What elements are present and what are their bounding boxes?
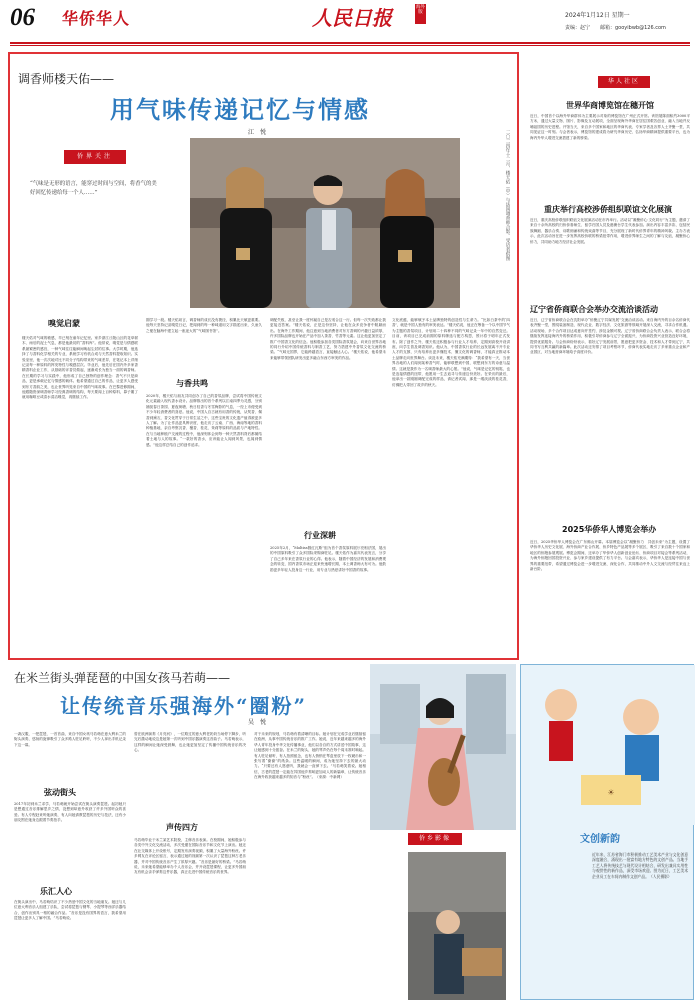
right-article-text: 近日，辽宁省侨商联合会在沈阳举办“侨聚辽宁共谋发展”交流洽谈活动。来自海内外的百余名侨商代表齐聚一堂，围绕装备制造、现代农业、数字经济、文化旅游等领域开展深入交流，寻求合作机遇。活动现场，多个合作项目达成意向并签约，涉及金额可观。辽宁省侨商联合会负责人表示，联合会将继续发挥连接海内外的桥梁作用，积极引导侨商参与辽宁全面振兴，为侨商投资兴业营造良好环境，提供优质服务。与会侨商纷纷表示，看好辽宁发展前景，愿意把更多资金、技术和人才带到辽宁，共同书写互利共赢的新篇章。此次活动还安排了项目考察环节，侨商代表实地走访了多家重点企业和产业园区，对当地营商环境给予高度评价。 bbox=[530, 318, 690, 355]
bottom-photo bbox=[370, 664, 516, 830]
community-tag: 华人社区 bbox=[598, 76, 650, 88]
right-article-text: 近日，重庆高校侨联组织联谊文化展演活动在市内举行。活动以“凝聚侨心·文化同行”为主题，邀请了来自十余所高校的归侨侨眷师生、留学归国人员及港澳台学生代表参加。演出内容丰富多彩，包括民族舞蹈、器乐合奏、诗歌朗诵和传统戏曲等节目，充分展现了新时代侨界青年的精神风貌。主办方表示，此次活动旨在进一步发挥高校侨联的桥梁纽带作用，增进侨界师生之间的了解与友谊，凝聚侨心侨力，共同助力地方经济社会发展。 bbox=[530, 218, 690, 244]
bottom-kicker: 在米兰街头弹琵琶的中国女孩马若萌—— bbox=[14, 671, 231, 685]
bottom-article-text: 在街头演出中，马若萌结识了不少热爱中国文化的当地朋友。她还与几位意大利音乐人组建了乐队，尝试将琵琶与钢琴、小提琴等西洋乐器结合，创作出别具一格的融合作品。“音乐是没有国界的语言，我希望用琵琶让更多人了解中国。”马若萌说。 bbox=[14, 900, 126, 921]
bottom-section-heading: 乐汇人心 bbox=[40, 887, 72, 896]
article-text: 2020年，楼天佑与朋友共同创办了自己的香氛品牌，尝试将中国传统文化元素融入现代香水设计。品牌推出的首个系列以江南四季为灵感，分别捕捉春日茶园、夏夜荷塘、秋日桂香与冬雪梅影的气息，一经上市便受到不少年轻消费者的喜爱。他说，中国人自古就有用香的传统，从焚香、佩香到熏衣，香文化贯穿于日常生活之中，这些宝贵的文化遗产值得被更多人了解。为了让作品更具辨识度，他走访了云南、广西、海南等地的香料种植基地，亲自考察沉香、檀香、桂花、茉莉等原料的品质与产地特性。在与当地种植户交流的过程中，他深刻体会到每一种天然香料背后都凝结着土地与人的故事。“一款好的香水，应该能让人闻到风景，也闻到情感。”他这样总结自己的创作追求。 bbox=[146, 394, 262, 447]
right-article-text: 近日，中国首个以海外华商群体为主要展示对象的博览馆在广州正式开馆。该馆展陈面积约3000平方米，通过大量文物、图片、影像及互动展项，全面呈现海外华商在居住国艰苦创业、融入当地并反哺祖国的历史进程。开馆当天，来自多个国家和地区的华商代表、专家学者及各界人士齐聚一堂，共同见证这一时刻。与会者表示，博览馆的建成将为研究华商历史、弘扬华商精神提供重要平台，也为海内外华人增进交流搭建了新的桥梁。 bbox=[530, 114, 690, 140]
article-text: 2025年2月，“Moltiss圆红瓦斯”组为首个香氛原料展厅亮相法国，展出的中国原料吸引了众多国际采购商驻足。楼天佑作为嘉宾代表发言，分享了自己多年来在香氛行业的心得。他表示，随着中国经济的发展和消费观念的转变，国内香氛市场正迎来快速增长期，本土调香师大有可为。他鼓励更多年轻人投身这一行业，用专业与热爱讲好中国香的故事。 bbox=[270, 546, 386, 572]
bottom-byline: 吴 悦 bbox=[248, 719, 267, 726]
bottom-article-text: 一袭汉服，一把琵琶，一首首曲，来自中国女孩马若萌在意大利米兰的街头演奏，悠扬的旋律吸引了众多路人驻足聆听，不少人拿出手机记录下这一幕。 bbox=[14, 732, 126, 747]
newspaper-logo: 人民日报 bbox=[312, 6, 392, 30]
right-article-title: 重庆举行高校涉侨组织联谊文化展演 bbox=[544, 205, 672, 214]
bottom-section-heading: 声传四方 bbox=[166, 823, 198, 832]
bottom-article-text: 曾在欧洲演奏《月亮河》，一位路过的意大利老奶奶当场停下脚步，听完后激动地说这是她第一次听到中国乐器演奏这首曲子。马若萌表示，这样的瞬间让她深受鼓舞，也让她更加坚定了传播中国传统音乐的决心。 bbox=[134, 732, 246, 753]
bottom-article-text: 对于未来的规划，马若萌有着清晰的目标。她计划在完成学业后继续留在欧洲，从事中国传统音乐的推广工作。她说，近年来越来越多的海外华人青年投身中华文化传播事业，他们以各自的方式讲述中国故事，这让她感到十分振奋。在米兰的街头，她的琴声仍在每个周末准时响起。有人驻足倾听，有人拍照留念，也有人悄悄在琴盒里放下一枚硬币和一张写着“谢谢”的纸条。这些温暖的瞬间，成为她坚持下去的最大动力。“只要还有人愿意听，我就会一直弹下去。”马若萌笑着说。她相信，古老的琵琶一定能在异国他乡奏响更加动人的新篇章，让传统音乐在海外收获越来越多的知音与“粉丝”。（来源：中新网） bbox=[254, 732, 366, 780]
article-text: 文化底蕴，能够赋予本土品牌独特的创造性与生命力。“比如白茶中的‘四香’，就是中国人独有的审美表达。”楼天佑说，他正在筹备一个以中国节气为主题的香氛项目，计划用二十四种不同的气味记录一年中的自然变迁。目前，该项目已完成前期的原料筛选与配方构思，预计将于明年正式发布。除了创作之外，楼天佑还积极参与行业人才培养，定期到高校开设讲座，向学生普及调香知识。他认为，中国香氛行业的长远发展离不开专业人才的支撑，只有培养出更多懂技术、懂文化的调香师，才能真正推动本土品牌走向世界舞台。谈及未来，楼天佑充满期待：“我希望有一天，当世界各地的人们闻到某种香气时，能够联想到中国，联想到东方的诗意与温情。这就是我作为一名调香师最大的心愿。”他说，气味是记忆的钥匙，也是连接情感的纽带，他愿用一生去追寻与传递这份美好。在采访的最后，他拿出一款刚刚调配完成的样品，请记者试闻，那是一缕淡淡的桂花香，仿佛把人带回了故乡的秋天。 bbox=[392, 318, 510, 387]
main-kicker: 调香师楼天佑—— bbox=[18, 72, 115, 86]
right-article-text: 近日，2025华侨华人博览会在广东佛山开幕。本届博览会以“凝聚侨力 共创未来”为主题，设置了华侨华人历史文化展、海外侨商产业合作展、侨乡特色产品展等多个展区，吸引了来自数十个国家和地区的侨胞参展观展。博览会期间，还举办了华侨华人创新创业论坛、侨商项目对接会等系列活动，为海外侨胞回国投资兴业、参与家乡建设提供了有力平台。与会嘉宾表示，华侨华人是连接中国与世界的重要纽带，希望通过博览会进一步增进交流、深化合作，共同推动中外人文交流与经贸往来迈上新台阶。 bbox=[530, 540, 690, 572]
bottom-article-text: 2017年初到米兰求学，马若萌就开始尝试在街头演奏琵琶。起初她只是想通过音乐排解思乡之情，没想到却意外收获了许多外国听众的喜爱。有人专程赶来听她演奏，有人向她请教琵琶的历史与技法，还有小朋友围在她身边跟着节奏拍手。 bbox=[14, 802, 126, 823]
page-header bbox=[0, 0, 698, 48]
bottom-section-heading: 弦动街头 bbox=[44, 788, 76, 797]
craft-workshop-illustration bbox=[408, 852, 506, 1000]
section-heading: 与香共鸣 bbox=[176, 379, 208, 388]
svg-text:☀: ☀ bbox=[607, 788, 615, 797]
pull-quote: “气味是无形的语言，能穿过时间与空间，将香气的美好回忆传递给每一个人……” bbox=[30, 181, 157, 196]
issue-date: 2024年1月12日 星期一 bbox=[565, 12, 630, 19]
cartoon-illustration bbox=[521, 665, 695, 825]
hometown-photo-tag: 侨乡影像 bbox=[408, 833, 462, 845]
article-text: 调配失败，甚至让我一度怀疑自己是否适合这一行。但每一次失败都让我更接近答案。”楼天佑说，正是这份坚持，让他在众多竞争者中脱颖而出。在海外工作期间，他注意到当地消费者对东方香调的兴趣日益浓厚，许多国际品牌也开始在产品中加入茶香、竹香等元素。这让他更加坚定了推广中国香文化的信念。他积极参加各类国际香氛展会，向来自世界各地的同行介绍中国传统香料与制香工艺，努力搭建中外香氛文化交流的桥梁。“气味无国界，它能跨越语言，直接触达人心。”楼天佑说，他希望未来能够带领团队研发出更多融合东西方审美的作品。 bbox=[270, 318, 386, 360]
pipa-player-illustration bbox=[370, 664, 516, 830]
page-number: 06 bbox=[10, 4, 35, 31]
column-name: 华侨华人 bbox=[62, 9, 131, 28]
photo-caption-text: 近年来，江苏省海门市积极推动工艺美术产业与文化创意深度融合，涌现出一批富有地方特色的文创产品。当地手工艺人将传统技艺与现代设计相结合，研发出兼具实用性与观赏性的新作品，深受市场欢迎。图为近日，工艺美术企业员工在车间内制作文创产品。（人民摄影） bbox=[592, 852, 688, 879]
photo-illustration bbox=[190, 138, 460, 308]
section-heading: 嗅觉启蒙 bbox=[48, 319, 80, 328]
bottom-headline: 让传统音乐强海外“圈粉” bbox=[60, 694, 308, 718]
right-article-title: 世界华商博览馆在穗开馆 bbox=[566, 101, 654, 110]
photo-caption: 二〇二四年十二月，楼天佑（中）与法国调香师合影。受访者供图 bbox=[505, 130, 510, 261]
hometown-photo bbox=[408, 852, 506, 1000]
section-heading: 行业深耕 bbox=[304, 531, 336, 540]
logo-badge: 海外版 bbox=[415, 4, 426, 24]
header-rule bbox=[10, 42, 690, 44]
bottom-article-text: 马若萌毕业于米兰某艺术院校，主修音乐表演。在校期间，她积极参与各类中外文化交流活动，多次受邀在国际音乐节和文化节上演出。她还在社交媒体上开设账号，定期发布演奏视频，积累了大量海外粉丝。许多网友在评论区留言，表示通过她的视频第一次认识了琵琶这种古老乐器，并对中国传统音乐产生了浓厚兴趣。“音乐是最好的桥梁。”马若萌说，未来她希望能够举办个人音乐会，并开设琵琶课程，让更多外国朋友有机会亲手弹奏这件乐器，真正走进中国传统音乐的世界。 bbox=[134, 838, 246, 875]
main-photo bbox=[190, 138, 460, 308]
main-byline: 江 悦 bbox=[248, 129, 267, 136]
article-text: 楼天佑对气味的敏感，早已刻在童年记忆里。家乡浙江丘陵山区的花草树木、雨后的泥土气息，都是他最初的“香料库”。他常说，嗅觉是与情感联系最紧密的感官，一种气味往往能瞬间唤起尘封的往事。大学时期，他选择了与香料化学相关的专业，系统学习有机合成与天然香料提取知识。实验室里，他一次次地对比不同分子结构带来的气味差异，在笔记本上详细记录每一种原料的挥发特性与嗅感层次。毕业后，他先后在国内外多家香精香料企业工作，从基础的评香员做起，逐渐成长为独当一面的调香师。在长期的学习与实践中，他形成了自己独特的创作理念：香气不只是商品，更是承载记忆与情感的载体。他希望通过自己的作品，让更多人感受到东方香韵之美，也让世界听见来自中国的气味故事。在巴黎进修期间，他跟随资深调香师学习经典香调的结构，每天要闻上百种原料，鼻子累了就用咖啡豆或清水清洁嗅觉，再继续工作。 bbox=[22, 336, 138, 400]
right-article-title: 辽宁省侨商联合会举办交流洽谈活动 bbox=[530, 305, 658, 314]
column-tag: 侨界关注 bbox=[64, 150, 126, 164]
main-headline: 用气味传递记忆与情感 bbox=[110, 95, 370, 124]
article-text: 期学习一段。楼天佑坦言，调香师的成长没有捷径，积累比天赋更重要。他每天坚持记录嗅觉日记，把闻到的每一种味道用文字描述出来，久而久之便在脑海中建立起一座庞大的“气味图书馆”。 bbox=[146, 318, 262, 333]
photo-heading: 文创新韵 bbox=[580, 834, 620, 845]
header-rule-thin bbox=[10, 45, 690, 46]
editor-line: 责编：赵宁 邮箱：gooyibwb@126.com bbox=[565, 25, 666, 31]
right-article-title: 2025华侨华人博览会举办 bbox=[562, 525, 657, 534]
